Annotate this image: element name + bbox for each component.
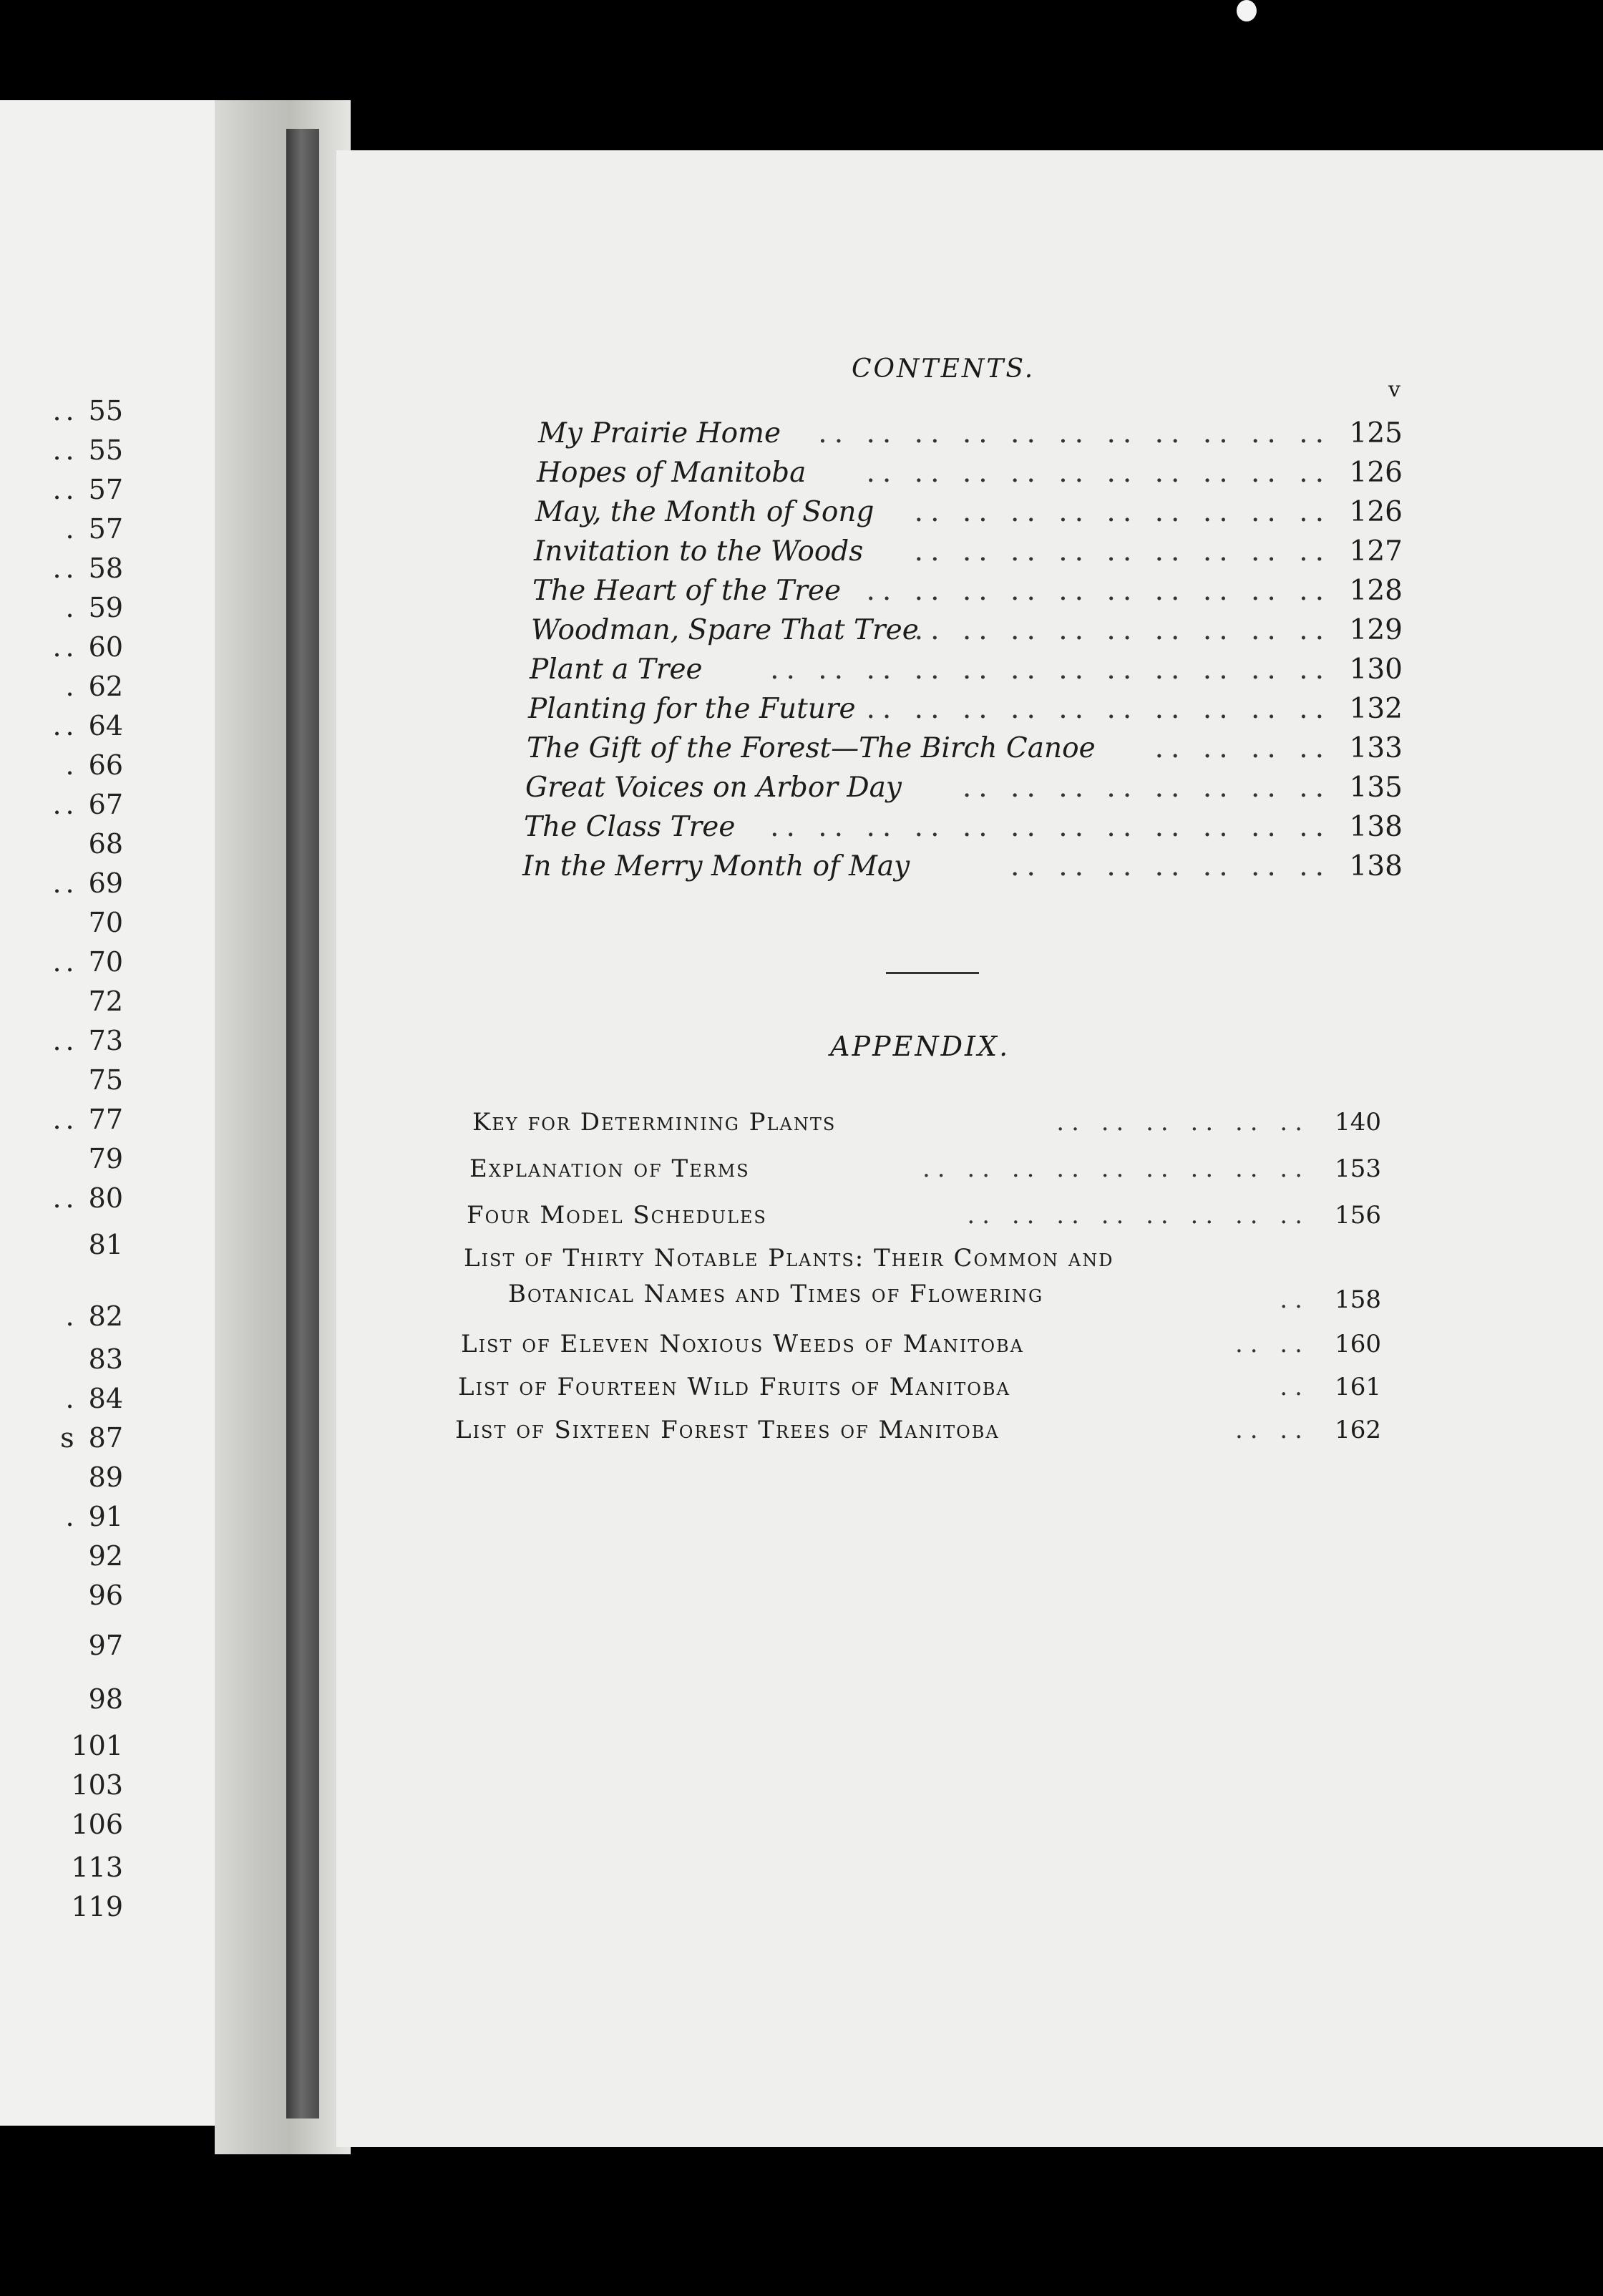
contents-entry — [525, 772, 1403, 804]
left-page-number — [89, 1066, 123, 1094]
page-number: 98 — [88, 1683, 123, 1715]
entry-page-number: 135 — [1349, 772, 1403, 804]
entry-title: Great Voices on Arbor Day — [525, 772, 902, 804]
scan-speck — [1237, 0, 1257, 21]
page-number: 101 — [71, 1730, 123, 1761]
left-page-number — [66, 1385, 123, 1412]
leader-dots: .. .. .. .. .. .. .. .. .. — [914, 496, 1331, 528]
left-page-number — [88, 1461, 123, 1493]
left-page-number — [52, 555, 123, 582]
contents-entry — [530, 653, 1403, 686]
page-number: 59 — [88, 592, 123, 623]
entry-title: The Gift of the Forest—The Birch Canoe — [527, 732, 1096, 764]
page-number: 72 — [88, 986, 123, 1017]
leader-dots: .. .. .. .. .. .. .. .. .. .. .. .. — [770, 653, 1331, 686]
entry-title — [464, 1244, 1381, 1308]
page-number: 55 — [88, 395, 123, 427]
contents-entry — [524, 811, 1403, 843]
contents-entry — [528, 693, 1403, 725]
page-folio: v — [1388, 377, 1400, 402]
contents-entry — [534, 535, 1403, 568]
leader-dots: . — [65, 1501, 79, 1532]
entry-page-number: 125 — [1349, 417, 1403, 449]
appendix-entry — [455, 1416, 1381, 1444]
entry-title-line: List of Sixteen Forest Trees of Manitoba — [455, 1416, 1000, 1444]
left-page-number — [52, 1182, 123, 1214]
left-page-number — [66, 594, 123, 621]
left-page-number — [66, 1503, 123, 1530]
leader-dots: .. — [52, 789, 79, 820]
leader-dots: s — [60, 1422, 79, 1454]
left-page-number — [89, 909, 123, 936]
book-gutter — [215, 100, 351, 2154]
left-page-number — [52, 434, 123, 466]
running-head: CONTENTS. — [852, 354, 1036, 384]
page-number: 73 — [88, 1025, 123, 1056]
entry-page-number: 133 — [1349, 732, 1403, 764]
page-number: 92 — [88, 1540, 123, 1572]
leader-dots: . — [65, 1300, 79, 1332]
entry-page-number: 160 — [1335, 1330, 1381, 1358]
page-number: 69 — [88, 867, 123, 899]
page-number: 91 — [88, 1501, 123, 1532]
contents-entry — [538, 417, 1403, 449]
entry-page-number: 129 — [1349, 614, 1403, 646]
entry-title-line: List of Fourteen Wild Fruits of Manitoba — [458, 1373, 1010, 1401]
page-number: 103 — [71, 1769, 123, 1801]
page-number: 106 — [71, 1809, 123, 1840]
leader-dots: .. — [52, 1182, 79, 1214]
page-number: 62 — [88, 671, 123, 702]
left-page-number — [52, 712, 123, 739]
leader-dots: .. .. .. .. .. .. .. .. .. — [914, 535, 1331, 568]
appendix-entry — [472, 1108, 1381, 1137]
entry-title: The Class Tree — [524, 811, 736, 843]
left-page-number — [89, 1632, 123, 1659]
page-number: 77 — [88, 1104, 123, 1135]
left-page-number — [60, 1422, 123, 1454]
page-number: 113 — [71, 1852, 123, 1883]
entry-title-line: List of Thirty Notable Plants: Their Common and — [464, 1244, 1114, 1273]
appendix-entry — [464, 1244, 1381, 1314]
entry-page-number: 158 — [1335, 1285, 1381, 1314]
left-page-number — [52, 1027, 123, 1054]
entry-title: My Prairie Home — [538, 417, 781, 449]
entry-title-line: Explanation of Terms — [469, 1154, 750, 1183]
leader-dots: .. .. .. .. .. .. .. .. .. .. .. — [818, 417, 1331, 449]
leader-dots: .. — [52, 1025, 79, 1056]
leader-dots: . — [65, 749, 79, 781]
entry-title: Plant a Tree — [530, 653, 703, 686]
entry-title-line: Botanical Names and Times of Flowering — [508, 1280, 1044, 1308]
leader-dots: .. — [52, 553, 79, 584]
left-page-number — [52, 395, 123, 427]
leader-dots: .. .. .. .. .. .. .. .. — [967, 1201, 1310, 1230]
entry-title: The Heart of the Tree — [532, 575, 842, 607]
left-page-number — [52, 633, 123, 661]
left-page-number — [66, 515, 123, 543]
entry-page-number: 132 — [1349, 693, 1403, 725]
leader-dots: .. .. .. .. .. .. .. .. .. .. .. .. — [770, 811, 1331, 843]
page-number: 82 — [88, 1300, 123, 1332]
leader-dots: .. — [52, 867, 79, 899]
appendix-entry — [461, 1330, 1381, 1358]
entry-page-number: 127 — [1349, 535, 1403, 568]
left-page-number — [52, 476, 123, 503]
leader-dots: .. .. .. .. .. .. .. .. .. .. — [866, 575, 1331, 607]
leader-dots: .. — [1280, 1373, 1310, 1401]
page-number: 97 — [88, 1630, 123, 1661]
page-number: 64 — [88, 710, 123, 741]
page-number: 84 — [88, 1383, 123, 1414]
leader-dots: .. .. — [1234, 1416, 1310, 1444]
left-page-number — [66, 673, 123, 700]
contents-entry — [531, 614, 1403, 646]
left-page-number — [89, 1145, 123, 1172]
leader-dots: .. — [52, 710, 79, 741]
leader-dots: . — [65, 592, 79, 623]
left-page-number — [89, 1231, 123, 1258]
left-page-number — [52, 867, 123, 899]
contents-entry — [537, 457, 1403, 489]
contents-entry — [527, 732, 1403, 764]
leader-dots: . — [65, 513, 79, 545]
leader-dots: .. .. .. .. .. .. .. — [1010, 850, 1331, 882]
entry-page-number: 126 — [1349, 457, 1403, 489]
leader-dots: .. .. .. .. — [1154, 732, 1331, 764]
section-divider — [886, 972, 979, 974]
entry-page-number: 130 — [1349, 653, 1403, 686]
entry-page-number: 138 — [1349, 850, 1403, 882]
page-number: 75 — [88, 1064, 123, 1096]
left-page-number — [52, 1106, 123, 1133]
leader-dots: .. .. .. .. .. .. — [1056, 1108, 1310, 1137]
entry-page-number: 140 — [1335, 1108, 1381, 1137]
entry-title-line: Key for Determining Plants — [472, 1108, 837, 1137]
page-number: 70 — [88, 946, 123, 978]
leader-dots: . — [65, 671, 79, 702]
left-page-number — [89, 1685, 123, 1713]
appendix-entry — [458, 1373, 1381, 1401]
page-number: 87 — [88, 1422, 123, 1454]
entry-title: May, the Month of Song — [535, 496, 874, 528]
entry-title-line: Four Model Schedules — [467, 1201, 767, 1230]
left-page-number — [71, 1811, 123, 1838]
page-number: 67 — [88, 789, 123, 820]
page-number: 79 — [88, 1143, 123, 1174]
page-number: 66 — [88, 749, 123, 781]
contents-entry — [532, 575, 1403, 607]
page-number: 55 — [88, 434, 123, 466]
page-number: 58 — [88, 553, 123, 584]
entry-page-number: 126 — [1349, 496, 1403, 528]
contents-entry — [522, 850, 1403, 882]
left-page-number — [88, 828, 123, 860]
entry-title: Woodman, Spare That Tree — [531, 614, 919, 646]
left-page-number — [66, 751, 123, 779]
page-number: 68 — [88, 828, 123, 860]
leader-dots: .. .. .. .. .. .. .. .. .. .. — [866, 693, 1331, 725]
entry-page-number: 162 — [1335, 1416, 1381, 1444]
left-page-number — [71, 1771, 123, 1799]
leader-dots: .. .. .. .. .. .. .. .. .. .. — [866, 457, 1331, 489]
leader-dots: .. .. .. .. .. .. .. .. .. — [922, 1154, 1310, 1183]
left-page-number — [65, 1300, 123, 1332]
page-number: 89 — [88, 1461, 123, 1493]
entry-page-number: 153 — [1335, 1154, 1381, 1183]
gutter-shadow — [286, 129, 319, 2119]
page-number: 81 — [88, 1229, 123, 1260]
left-page-number — [71, 1732, 123, 1759]
appendix-entry — [469, 1154, 1381, 1183]
page-number: 60 — [88, 631, 123, 663]
leader-dots: .. — [52, 946, 79, 978]
page-number: 70 — [88, 907, 123, 938]
leader-dots: .. — [1280, 1285, 1310, 1314]
entry-page-number: 138 — [1349, 811, 1403, 843]
left-page-number — [89, 1582, 123, 1609]
appendix-heading: APPENDIX. — [830, 1031, 1010, 1062]
page-number: 57 — [88, 474, 123, 505]
entry-title: Hopes of Manitoba — [537, 457, 807, 489]
left-page-number — [89, 988, 123, 1015]
entry-title — [458, 1373, 1381, 1401]
leader-dots: .. — [52, 434, 79, 466]
left-page-number — [88, 1343, 123, 1375]
entry-page-number: 128 — [1349, 575, 1403, 607]
right-page — [336, 150, 1603, 2147]
leader-dots: .. — [52, 631, 79, 663]
appendix-entry — [467, 1201, 1381, 1230]
leader-dots: .. — [52, 395, 79, 427]
entry-title-line: List of Eleven Noxious Weeds of Manitoba — [461, 1330, 1024, 1358]
entry-title: Invitation to the Woods — [534, 535, 864, 568]
entry-title: In the Merry Month of May — [522, 850, 910, 882]
left-page-number — [52, 948, 123, 976]
page-number: 80 — [88, 1182, 123, 1214]
left-page-number — [71, 1854, 123, 1881]
left-page-number — [89, 1542, 123, 1570]
contents-entry — [535, 496, 1403, 528]
leader-dots: .. .. .. .. .. .. .. .. .. — [914, 614, 1331, 646]
entry-title: Planting for the Future — [528, 693, 856, 725]
leader-dots: .. — [52, 1104, 79, 1135]
page-number: 119 — [71, 1891, 123, 1922]
page-number: 96 — [88, 1580, 123, 1611]
page-number: 57 — [88, 513, 123, 545]
entry-page-number: 161 — [1335, 1373, 1381, 1401]
leader-dots: .. .. .. .. .. .. .. .. — [962, 772, 1331, 804]
left-page-number — [71, 1893, 123, 1920]
left-page-number — [52, 791, 123, 818]
entry-page-number: 156 — [1335, 1201, 1381, 1230]
leader-dots: . — [65, 1383, 79, 1414]
leader-dots: .. .. — [1234, 1330, 1310, 1358]
leader-dots: .. — [52, 474, 79, 505]
page-number: 83 — [88, 1343, 123, 1375]
